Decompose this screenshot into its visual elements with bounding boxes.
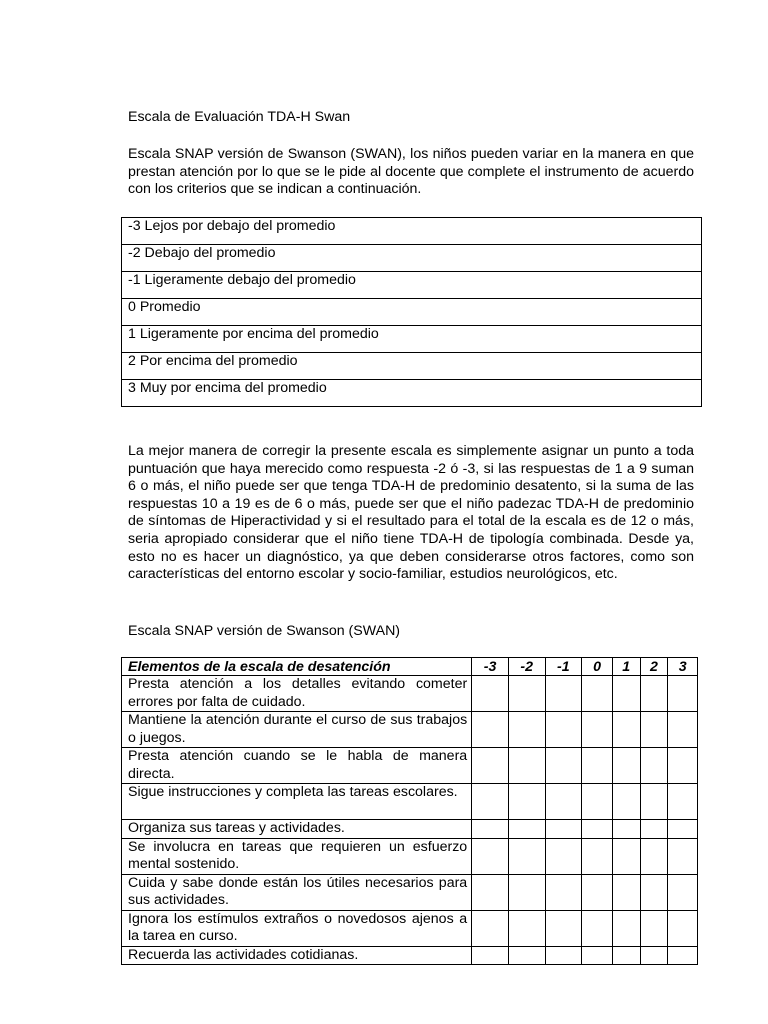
- score-cell[interactable]: [582, 946, 613, 965]
- item-description: Recuerda las actividades cotidianas.: [122, 946, 472, 965]
- score-cell[interactable]: [545, 712, 582, 748]
- score-cell[interactable]: [472, 712, 509, 748]
- scale-level-label: -3 Lejos por debajo del promedio: [122, 218, 702, 245]
- score-cell[interactable]: [545, 910, 582, 946]
- item-description: Organiza sus tareas y actividades.: [122, 820, 472, 839]
- table-row: [122, 712, 698, 748]
- score-cell[interactable]: [668, 874, 698, 910]
- score-cell[interactable]: [640, 910, 668, 946]
- score-cell[interactable]: [508, 946, 545, 965]
- score-column-header: -3: [472, 658, 509, 676]
- item-description: Sigue instrucciones y completa las tareas escolares.: [122, 784, 472, 820]
- score-cell[interactable]: [612, 712, 640, 748]
- item-description: Mantiene la atención durante el curso de sus trabajos o juegos.: [122, 712, 472, 748]
- score-cell[interactable]: [582, 712, 613, 748]
- table-row: [122, 784, 698, 820]
- score-cell[interactable]: [640, 748, 668, 784]
- score-cell[interactable]: [582, 820, 613, 839]
- scale-level-label: 3 Muy por encima del promedio: [122, 380, 702, 407]
- score-cell[interactable]: [508, 838, 545, 874]
- score-cell[interactable]: [508, 712, 545, 748]
- score-column-header: 2: [640, 658, 668, 676]
- scale-level-row: [122, 380, 702, 407]
- score-cell[interactable]: [582, 838, 613, 874]
- score-cell[interactable]: [640, 946, 668, 965]
- score-cell[interactable]: [545, 784, 582, 820]
- score-cell[interactable]: [612, 946, 640, 965]
- score-cell[interactable]: [612, 748, 640, 784]
- scale-level-row: [122, 272, 702, 299]
- score-column-header: 1: [612, 658, 640, 676]
- score-cell[interactable]: [640, 676, 668, 712]
- item-description: Se involucra en tareas que requieren un esfuerzo mental sostenido.: [122, 838, 472, 874]
- swan-inattention-table: [121, 657, 698, 965]
- score-cell[interactable]: [668, 748, 698, 784]
- scale-level-row: [122, 326, 702, 353]
- score-cell[interactable]: [668, 910, 698, 946]
- score-cell[interactable]: [472, 946, 509, 965]
- score-cell[interactable]: [668, 946, 698, 965]
- scale-levels-table: [121, 217, 702, 407]
- item-description: Presta atención a los detalles evitando cometer errores por falta de cuidado.: [122, 676, 472, 712]
- scale-level-row: [122, 245, 702, 272]
- score-cell[interactable]: [640, 712, 668, 748]
- scale-level-label: 1 Ligeramente por encima del promedio: [122, 326, 702, 353]
- score-cell[interactable]: [612, 820, 640, 839]
- score-cell[interactable]: [545, 820, 582, 839]
- table-row: [122, 874, 698, 910]
- page-title: Escala de Evaluación TDA-H Swan: [128, 109, 351, 125]
- score-cell[interactable]: [668, 676, 698, 712]
- score-cell[interactable]: [640, 820, 668, 839]
- score-cell[interactable]: [508, 784, 545, 820]
- score-cell[interactable]: [612, 838, 640, 874]
- score-cell[interactable]: [668, 712, 698, 748]
- score-cell[interactable]: [582, 910, 613, 946]
- table-row: [122, 748, 698, 784]
- scale-level-row: [122, 299, 702, 326]
- score-cell[interactable]: [508, 748, 545, 784]
- scale-level-row: [122, 353, 702, 380]
- score-cell[interactable]: [545, 838, 582, 874]
- item-description: Cuida y sabe donde están los útiles necesarios para sus actividades.: [122, 874, 472, 910]
- scale-level-label: 0 Promedio: [122, 299, 702, 326]
- score-cell[interactable]: [545, 874, 582, 910]
- score-cell[interactable]: [508, 910, 545, 946]
- score-cell[interactable]: [472, 910, 509, 946]
- score-cell[interactable]: [582, 784, 613, 820]
- scale-level-label: 2 Por encima del promedio: [122, 353, 702, 380]
- score-cell[interactable]: [582, 676, 613, 712]
- score-cell[interactable]: [472, 874, 509, 910]
- scale-level-row: [122, 218, 702, 245]
- score-cell[interactable]: [472, 748, 509, 784]
- score-column-header: 0: [582, 658, 613, 676]
- score-cell[interactable]: [612, 676, 640, 712]
- score-cell[interactable]: [545, 676, 582, 712]
- score-cell[interactable]: [612, 910, 640, 946]
- table-row: [122, 676, 698, 712]
- table-row: [122, 946, 698, 965]
- score-column-header: -1: [545, 658, 582, 676]
- score-cell[interactable]: [545, 748, 582, 784]
- scale-level-label: -2 Debajo del promedio: [122, 245, 702, 272]
- score-cell[interactable]: [582, 874, 613, 910]
- header-item-label: Elementos de la escala de desatención: [122, 658, 472, 676]
- item-description: Presta atención cuando se le habla de manera directa.: [122, 748, 472, 784]
- scale-level-label: -1 Ligeramente debajo del promedio: [122, 272, 702, 299]
- table-header-row: [122, 658, 698, 676]
- score-cell[interactable]: [472, 820, 509, 839]
- score-cell[interactable]: [668, 820, 698, 839]
- intro-paragraph: Escala SNAP versión de Swanson (SWAN), los niños pueden variar en la manera en que prestan atención por lo que se le pide al docente que complete el instrumento de acuerdo con los criterios que se indican a continuación.: [128, 146, 694, 198]
- score-cell[interactable]: [508, 874, 545, 910]
- score-cell[interactable]: [668, 784, 698, 820]
- item-description: Ignora los estímulos extraños o novedosos ajenos a la tarea en curso.: [122, 910, 472, 946]
- score-cell[interactable]: [508, 820, 545, 839]
- score-cell[interactable]: [472, 784, 509, 820]
- score-cell[interactable]: [508, 676, 545, 712]
- table-row: [122, 910, 698, 946]
- score-cell[interactable]: [640, 874, 668, 910]
- score-cell[interactable]: [545, 946, 582, 965]
- score-cell[interactable]: [612, 784, 640, 820]
- score-column-header: 3: [668, 658, 698, 676]
- score-cell[interactable]: [612, 874, 640, 910]
- score-cell[interactable]: [668, 838, 698, 874]
- table-row: [122, 838, 698, 874]
- score-cell[interactable]: [640, 838, 668, 874]
- instructions-paragraph: La mejor manera de corregir la presente escala es simplemente asignar un punto a toda puntuación que haya merecido como respuesta -2 ó -3, si las respuestas de 1 a 9 suman 6 o más, el niño puede ser que tenga TDA-H de predominio desatento, si la suma de las respuestas 10 a 19 es de 6 o más, puede ser que el niño padezac TDA-H de predominio de síntomas de Hiperactividad y si el resultado para el total de la escala es de 12 o más, seria apropiado considerar que el niño tiene TDA-H de tipología combinada. Desde ya, esto no es hacer un diagnóstico, ya que deben considerarse otros factores, como son características del entorno escolar y socio-familiar, estudios neurológicos, etc.: [128, 443, 694, 583]
- section-subtitle: Escala SNAP versión de Swanson (SWAN): [128, 623, 401, 639]
- table-row: [122, 820, 698, 839]
- score-cell[interactable]: [472, 838, 509, 874]
- score-cell[interactable]: [582, 748, 613, 784]
- score-cell[interactable]: [472, 676, 509, 712]
- score-cell[interactable]: [640, 784, 668, 820]
- score-column-header: -2: [508, 658, 545, 676]
